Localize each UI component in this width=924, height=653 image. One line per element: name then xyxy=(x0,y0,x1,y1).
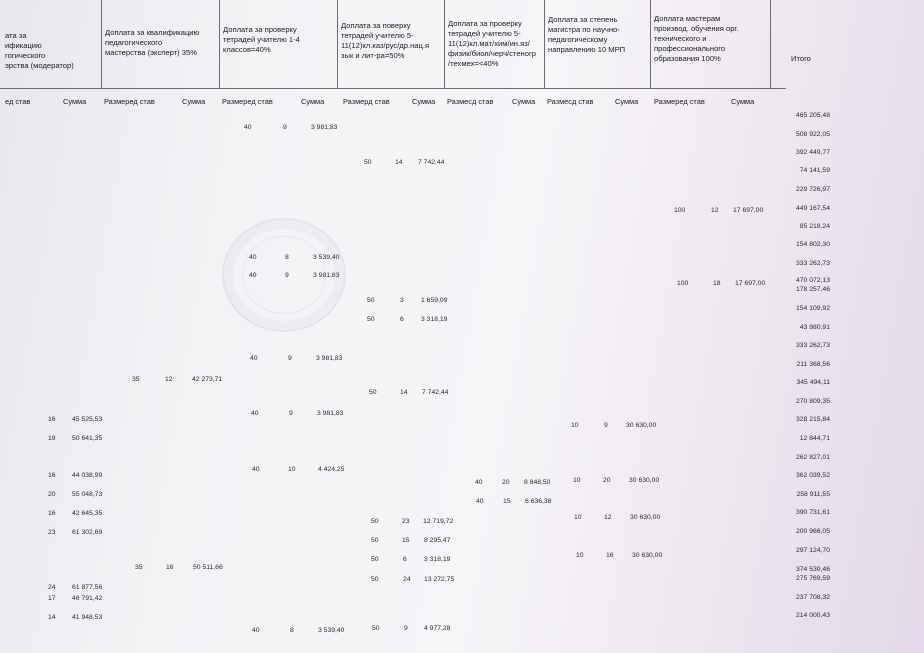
table-cell: 6 636,38 xyxy=(525,498,552,505)
table-cell: 19 xyxy=(48,435,56,442)
table-cell: 41 948,53 xyxy=(72,614,103,621)
table-cell: 45 525,53 xyxy=(72,416,103,423)
table-cell: 50 xyxy=(371,518,379,525)
row-total: 470 072,13 xyxy=(795,277,830,284)
column-subheader: ед став xyxy=(5,97,31,106)
table-cell: 40 xyxy=(252,627,260,634)
table-cell: 30 630,00 xyxy=(626,422,657,429)
table-cell: 3 981,83 xyxy=(317,410,344,417)
table-cell: 3 318,19 xyxy=(421,316,448,323)
table-cell: 9 xyxy=(283,124,287,131)
table-cell: 16 xyxy=(166,564,174,571)
row-total: 200 966,05 xyxy=(795,528,830,535)
table-cell: 24 xyxy=(48,584,56,591)
table-cell: 42 645,35 xyxy=(72,510,103,517)
column-subheader: Размеред став xyxy=(104,97,155,106)
table-cell: 16 xyxy=(48,416,56,423)
table-cell: 35 xyxy=(132,376,140,383)
table-cell: 50 xyxy=(367,297,375,304)
table-cell: 7 742,44 xyxy=(418,159,445,166)
table-cell: 14 xyxy=(400,389,408,396)
table-cell: 3 539,40 xyxy=(318,627,345,634)
row-total: 392 449,77 xyxy=(795,149,830,156)
column-header: ата за ификацию гогического эрства (модератор) xyxy=(5,31,74,70)
table-cell: 13 272,75 xyxy=(424,576,455,583)
table-cell: 3 318,19 xyxy=(424,556,451,563)
table-cell: 17 697,00 xyxy=(735,280,766,287)
column-subheader: Сумма xyxy=(301,97,325,106)
table-cell: 8 295,47 xyxy=(424,537,451,544)
table-cell: 1 659,09 xyxy=(421,297,448,304)
column-header: Доплата за проверку тетрадей учителю 1-4 классов=40% xyxy=(223,25,300,54)
table-cell: 24 xyxy=(403,576,411,583)
table-cell: 50 xyxy=(367,316,375,323)
table-cell: 4 977,28 xyxy=(424,625,451,632)
row-total: 390 731,61 xyxy=(795,509,830,516)
table-cell: 10 xyxy=(573,477,581,484)
row-total: 211 368,56 xyxy=(796,361,830,368)
column-subheader: Сумма xyxy=(512,97,536,106)
table-cell: 3 981,83 xyxy=(316,355,343,362)
table-cell: 50 xyxy=(371,576,379,583)
table-cell: 40 xyxy=(476,498,484,505)
table-cell: 46 791,42 xyxy=(72,595,103,602)
column-header: Доплата мастерам производ. обучения орг. технического и профессионального образования 100% xyxy=(654,14,739,63)
row-total: 270 809,35 xyxy=(795,398,830,405)
row-total: 374 530,46 xyxy=(795,566,830,573)
column-header: Итого xyxy=(791,54,811,63)
table-cell: 7 742,44 xyxy=(422,389,449,396)
table-cell: 3 981,83 xyxy=(313,272,340,279)
row-total: 43 980,91 xyxy=(799,324,830,331)
table-cell: 20 xyxy=(48,491,56,498)
table-cell: 10 xyxy=(574,514,582,521)
row-total: 262 827,01 xyxy=(795,454,830,461)
table-cell: 61 302,69 xyxy=(72,529,103,536)
table-cell: 40 xyxy=(249,272,257,279)
table-cell: 12 xyxy=(711,207,719,214)
table-cell: 50 xyxy=(372,625,380,632)
row-total: 74 141,59 xyxy=(799,167,830,174)
table-cell: 50 641,35 xyxy=(72,435,103,442)
table-cell: 23 xyxy=(48,529,56,536)
row-total: 154 802,30 xyxy=(795,241,830,248)
table-cell: 4 424,25 xyxy=(318,466,345,473)
table-cell: 100 xyxy=(677,280,689,287)
table-cell: 16 xyxy=(606,552,614,559)
column-subheader: Сумма xyxy=(615,97,639,106)
row-total: 345 494,11 xyxy=(796,379,830,386)
column-header: Доплата за поверку тетрадей учителю 5- 11(12)кл.каз/рус/др.нац.я зык и лит-ра=50% xyxy=(341,21,430,60)
table-cell: 15 xyxy=(503,498,511,505)
row-total: 178 257,46 xyxy=(795,286,830,293)
row-total: 85 218,24 xyxy=(799,223,830,230)
row-total: 449 167,54 xyxy=(795,205,830,212)
table-cell: 50 xyxy=(364,159,372,166)
row-total: 297 124,70 xyxy=(795,547,830,554)
table-cell: 44 038,99 xyxy=(72,472,103,479)
table-cell: 35 xyxy=(135,564,143,571)
column-subheader: Сумма xyxy=(731,97,755,106)
table-cell: 8 xyxy=(285,254,289,261)
row-total: 328 215,84 xyxy=(795,416,830,423)
table-cell: 6 xyxy=(403,556,407,563)
table-cell: 50 511,66 xyxy=(193,564,223,571)
table-cell: 12 xyxy=(604,514,612,521)
table-cell: 40 xyxy=(251,410,259,417)
table-cell: 3 539,40 xyxy=(313,254,340,261)
column-subheader: Размеред став xyxy=(222,97,273,106)
table-cell: 3 981,83 xyxy=(311,124,338,131)
table-cell: 12 719,72 xyxy=(423,518,454,525)
table-cell: 15 xyxy=(402,537,410,544)
table-cell: 23 xyxy=(402,518,410,525)
table-cell: 40 xyxy=(250,355,258,362)
column-header: Доплата за квалификацию педагогического мастерства (эксперт) 35% xyxy=(105,28,200,57)
table-cell: 10 xyxy=(571,422,579,429)
row-total: 275 769,59 xyxy=(795,575,830,582)
row-total: 508 922,05 xyxy=(795,131,830,138)
table-cell: 12 xyxy=(165,376,173,383)
column-header: Доплата за степень магистра по научно- педагогическому направлению 10 МРП xyxy=(548,15,626,54)
table-cell: 50 xyxy=(371,556,379,563)
row-total: 214 000,43 xyxy=(795,612,830,619)
column-subheader: Размесд став xyxy=(547,97,594,106)
row-total: 465 205,48 xyxy=(795,112,830,119)
column-subheader: Сумма xyxy=(412,97,436,106)
table-cell: 30 630,00 xyxy=(629,477,660,484)
table-cell: 17 xyxy=(48,595,56,602)
table-cell: 100 xyxy=(674,207,686,214)
table-cell: 9 xyxy=(289,410,293,417)
table-cell: 14 xyxy=(48,614,56,621)
row-total: 258 911,55 xyxy=(796,491,830,498)
table-cell: 42 273,71 xyxy=(192,376,223,383)
column-subheader: Размеред став xyxy=(654,97,705,106)
table-cell: 10 xyxy=(288,466,296,473)
table-cell: 18 xyxy=(713,280,721,287)
table-cell: 10 xyxy=(576,552,584,559)
row-total: 229 726,97 xyxy=(795,186,830,193)
table-cell: 20 xyxy=(502,479,510,486)
row-total: 154 109,92 xyxy=(795,305,830,312)
column-subheader: Размесд став xyxy=(447,97,494,106)
table-cell: 8 xyxy=(290,627,294,634)
row-total: 237 708,32 xyxy=(795,594,830,601)
table-cell: 50 xyxy=(369,389,377,396)
column-subheader: Размерд став xyxy=(343,97,390,106)
table-cell: 40 xyxy=(252,466,260,473)
row-total: 362 039,52 xyxy=(795,472,830,479)
table-cell: 40 xyxy=(249,254,257,261)
table-cell: 9 xyxy=(404,625,408,632)
table-cell: 9 xyxy=(285,272,289,279)
table-cell: 16 xyxy=(48,472,56,479)
table-cell: 50 xyxy=(371,537,379,544)
table-cell: 8 848,50 xyxy=(524,479,551,486)
table-cell: 17 697,00 xyxy=(733,207,764,214)
table-cell: 30 630,00 xyxy=(630,514,661,521)
table-cell: 6 xyxy=(400,316,404,323)
row-total: 333 262,73 xyxy=(795,342,830,349)
table-cell: 16 xyxy=(48,510,56,517)
table-cell: 61 877,56 xyxy=(72,584,103,591)
table-cell: 14 xyxy=(395,159,403,166)
table-cell: 9 xyxy=(604,422,608,429)
table-cell: 9 xyxy=(288,355,292,362)
column-subheader: Сумма xyxy=(182,97,206,106)
table-cell: 40 xyxy=(244,124,252,131)
row-total: 333 262,73 xyxy=(795,260,830,267)
column-header: Доплата за проверку тетрадей учителю 5- 11(12)кл.мат/хим/ин.яз/ физик/биол/черч/стеногр /техмех=<40% xyxy=(448,19,536,68)
column-subheader: Сумма xyxy=(63,97,87,106)
table-cell: 55 048,73 xyxy=(72,491,103,498)
table-cell: 30 630,00 xyxy=(632,552,663,559)
table-cell: 20 xyxy=(603,477,611,484)
table-cell: 3 xyxy=(400,297,404,304)
row-total: 12 844,71 xyxy=(799,435,830,442)
table-cell: 40 xyxy=(475,479,483,486)
